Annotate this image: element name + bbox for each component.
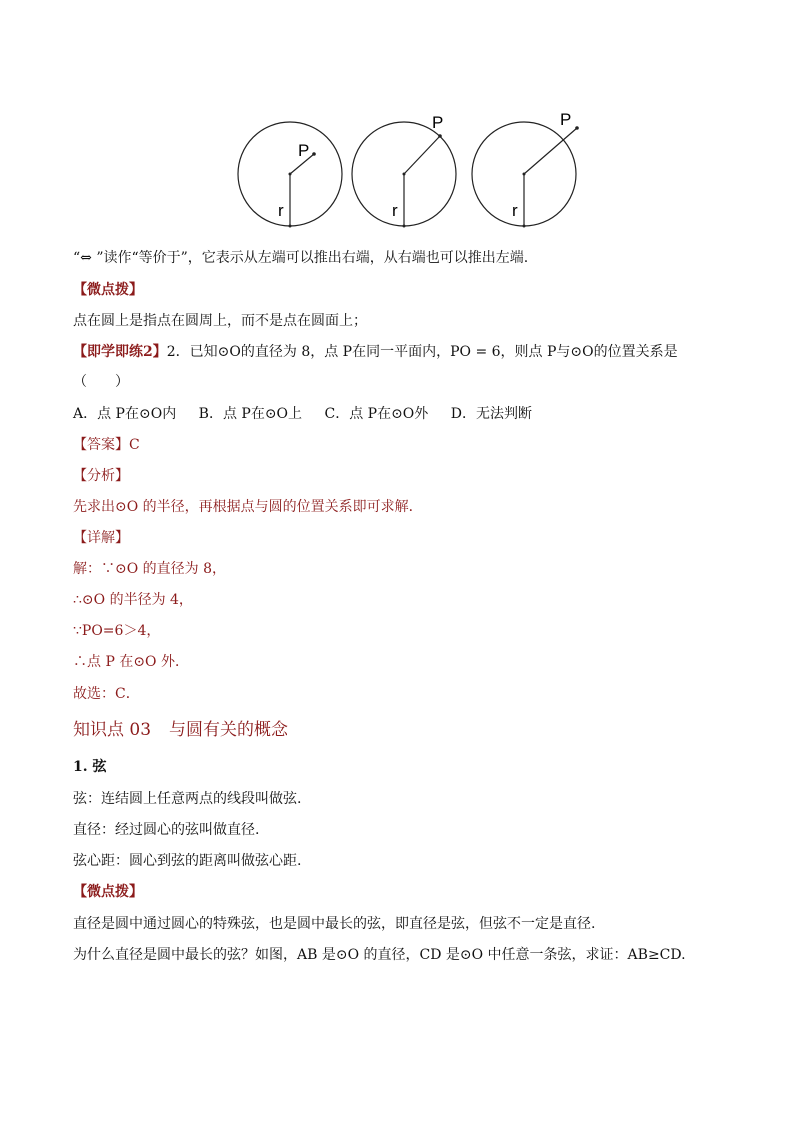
detail-step-3: ∵PO=6＞4， — [73, 623, 161, 639]
section-number: 知识点 03 — [73, 720, 152, 740]
tip-text-2: 直径是圆中通过圆心的特殊弦，也是圆中最长的弦，即直径是弦，但弦不一定是直径. — [73, 916, 596, 932]
analysis-text: 先求出⊙O 的半径，再根据点与圆的位置关系即可求解． — [73, 499, 423, 515]
radius-label: r — [392, 201, 398, 220]
detail-step-4: ∴点 P 在⊙O 外． — [73, 654, 189, 670]
exercise-stem — [73, 342, 678, 362]
circle-point-inside — [238, 122, 342, 228]
detail-step-1: 解：∵⊙O 的直径为 8， — [73, 561, 227, 577]
exercise-question: 2．已知⊙O的直径为 8，点 P在同一平面内，PO = 6，则点 P与⊙O的位置关系是 — [166, 344, 678, 360]
point-label: P — [560, 110, 572, 129]
definition-diameter: 直径：经过圆心的弦叫做直径. — [73, 822, 260, 838]
radius-label: r — [512, 201, 518, 220]
analysis-tag: 【分析】 — [73, 468, 129, 484]
detail-step-2: ∴⊙O 的半径为 4， — [73, 592, 193, 608]
option-a: A．点 P在⊙O内 — [73, 406, 177, 422]
point-label: P — [298, 141, 310, 160]
tip-text: 点在圆上是指点在圆周上，而不是点在圆面上； — [73, 313, 367, 329]
option-c: C．点 P在⊙O外 — [324, 406, 429, 422]
tip-tag-2: 【微点拨】 — [73, 884, 143, 900]
section-title: 与圆有关的概念 — [169, 720, 289, 740]
equiv-note: “⇔ ”读作“等价于”，它表示从左端可以推出右端，从右端也可以推出左端. — [73, 250, 529, 266]
point-label: P — [432, 113, 444, 132]
option-d: D．无法判断 — [450, 406, 532, 422]
definition-chord: 弦：连结圆上任意两点的线段叫做弦. — [73, 791, 302, 807]
section-heading — [73, 718, 288, 742]
detail-step-5: 故选：C． — [73, 686, 140, 702]
definition-chord-distance: 弦心距：圆心到弦的距离叫做弦心距. — [73, 853, 302, 869]
answer: 【答案】C — [73, 437, 140, 453]
exercise-tag: 【即学即练2】 — [73, 344, 167, 360]
subsection-chord: 1. 弦 — [73, 759, 107, 775]
option-b: B．点 P在⊙O上 — [198, 406, 303, 422]
circle-point-on — [352, 113, 456, 228]
proof-question: 为什么直径是圆中最长的弦？如图，AB 是⊙O 的直径，CD 是⊙O 中任意一条弦，求证：AB≥CD. — [73, 947, 686, 963]
radius-label: r — [278, 201, 284, 220]
detail-tag: 【详解】 — [73, 530, 129, 546]
exercise-options — [73, 404, 550, 424]
circle-point-outside — [472, 110, 579, 228]
tip-tag: 【微点拨】 — [73, 282, 143, 298]
point-circle-figure — [232, 108, 592, 234]
exercise-paren: （ ） — [73, 374, 129, 390]
